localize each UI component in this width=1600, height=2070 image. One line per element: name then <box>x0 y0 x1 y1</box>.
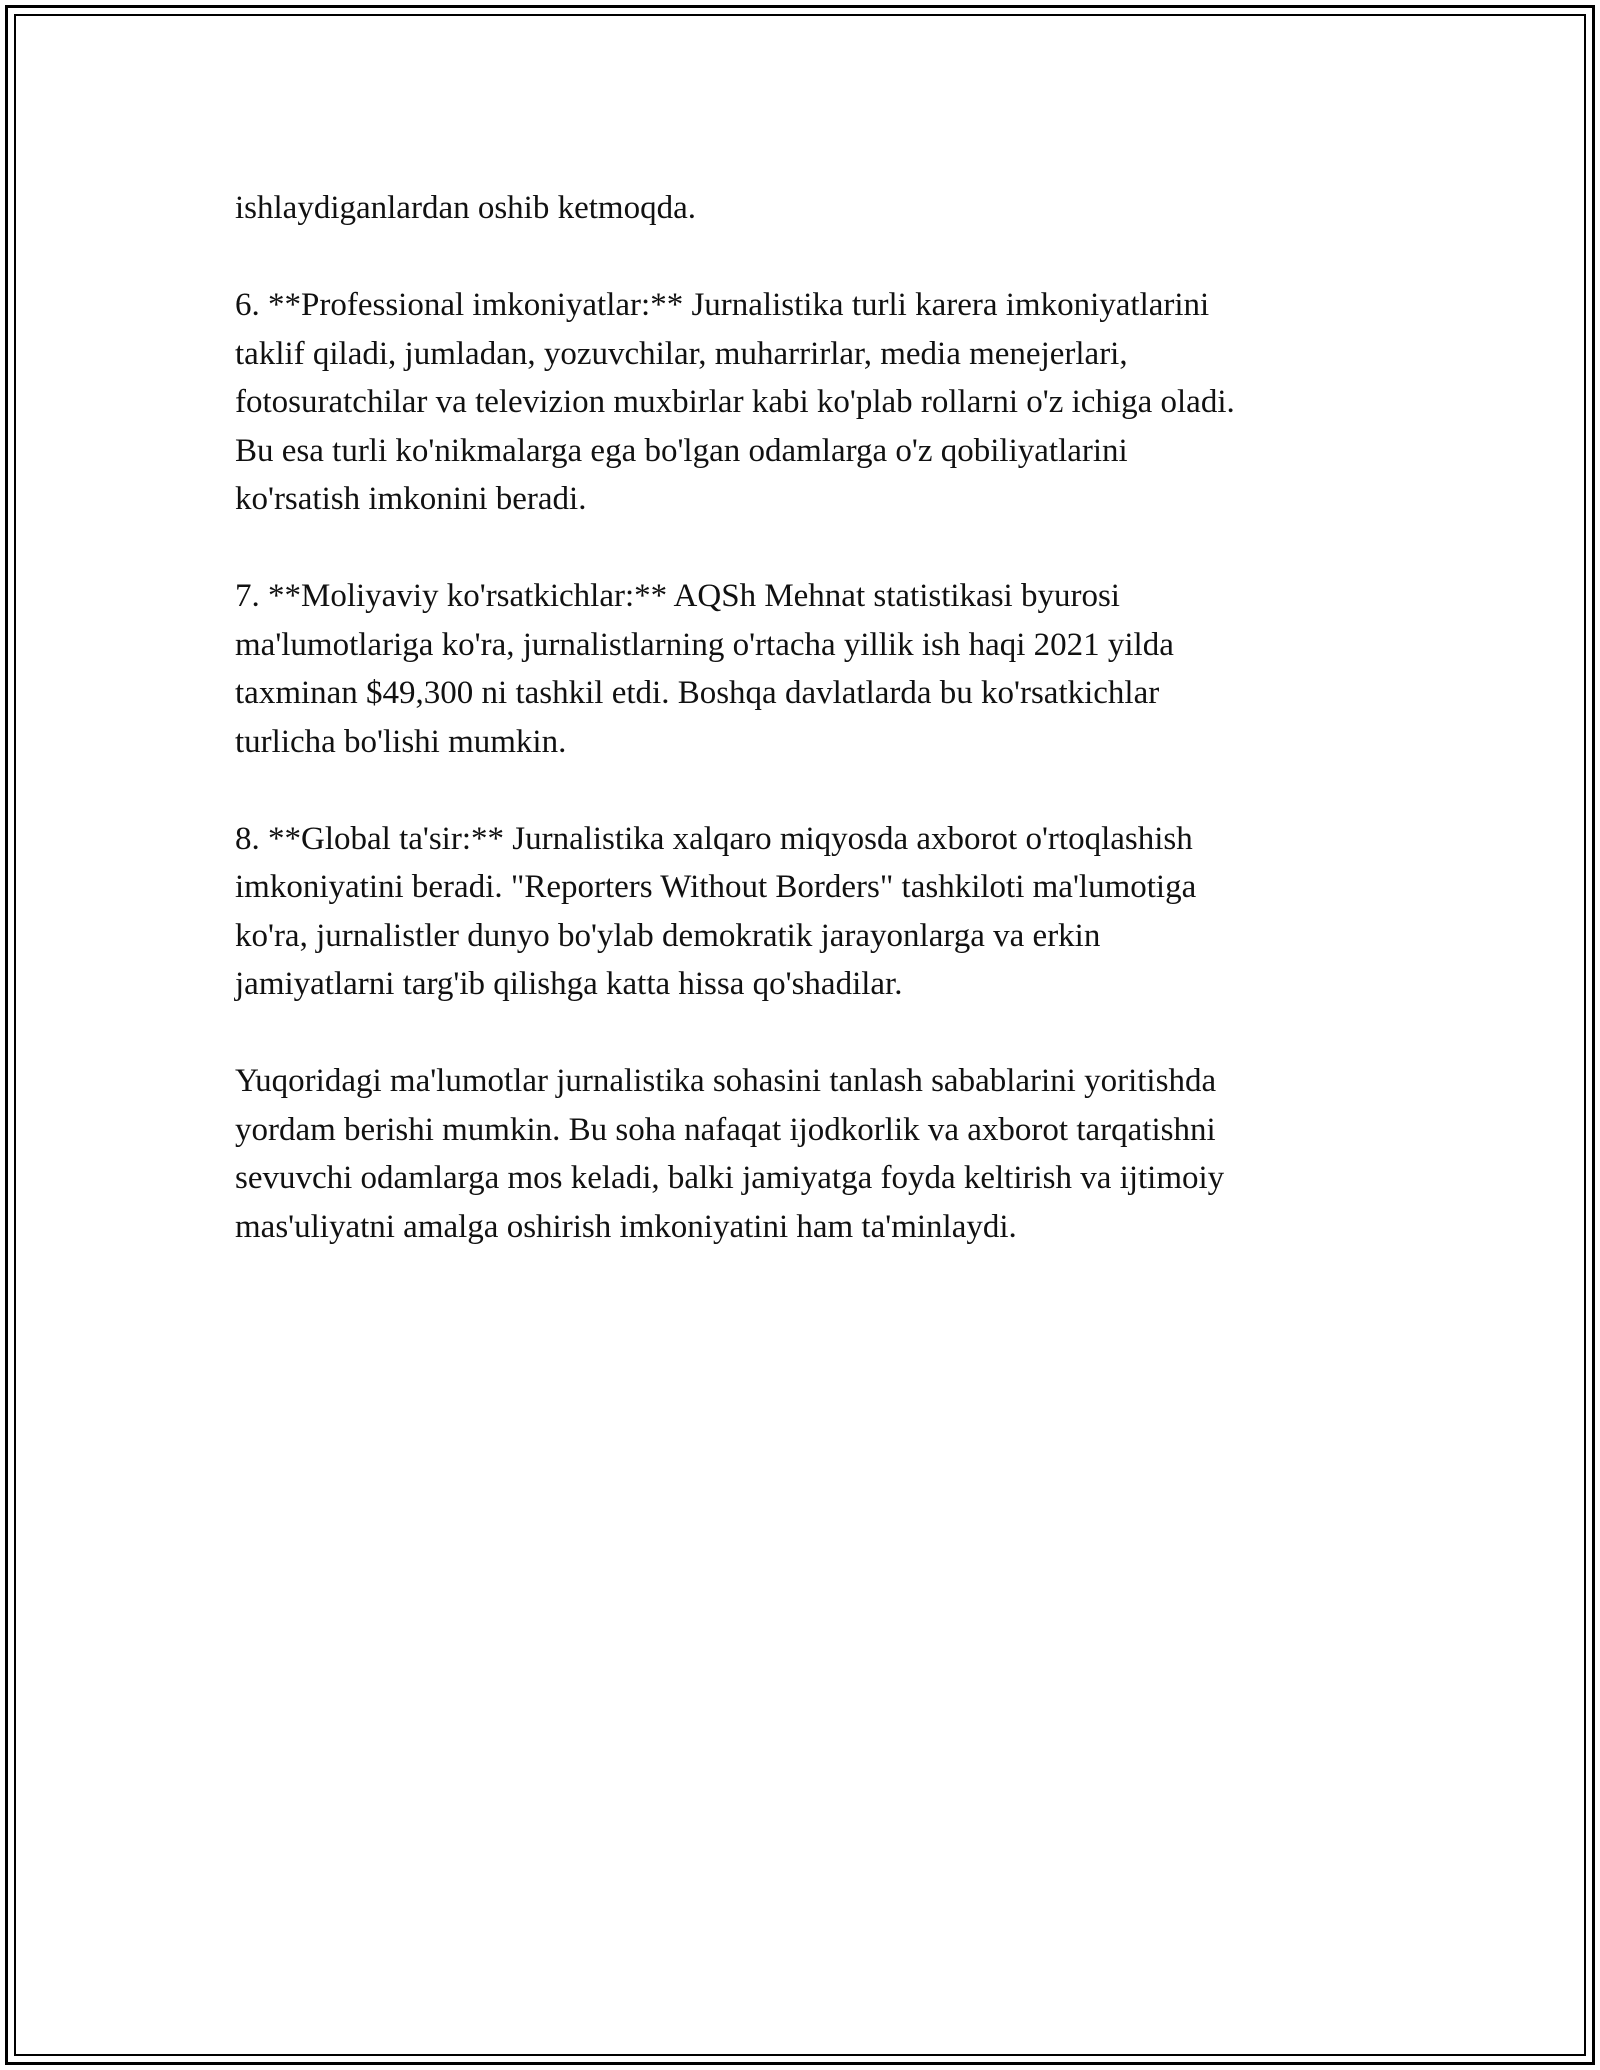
paragraph-global-impact <box>235 815 1365 1009</box>
text-line: ko'ra, jurnalistler dunyo bo'ylab demokratik jarayonlarga va erkin <box>235 917 1101 954</box>
text-line: yordam berishi mumkin. Bu soha nafaqat ijodkorlik va axborot tarqatishni <box>235 1111 1216 1148</box>
text-line: fotosuratchilar va televizion muxbirlar kabi ko'plab rollarni o'z ichiga oladi. <box>235 384 1235 420</box>
paragraph-continuation <box>235 184 1365 233</box>
text-line: 7. **Moliyaviy ko'rsatkichlar:** AQSh Mehnat statistikasi byurosi <box>235 578 1120 614</box>
text-line: mas'uliyatni amalga oshirish imkoniyatini ham ta'minlaydi. <box>235 1208 1017 1245</box>
text-line: imkoniyatini beradi. "Reporters Without Borders" tashkiloti ma'lumotiga <box>235 869 1197 905</box>
text-line: sevuvchi odamlarga mos keladi, balki jamiyatga foyda keltirish va ijtimoiy <box>235 1160 1225 1196</box>
text-line: Yuqoridagi ma'lumotlar jurnalistika sohasini tanlash sabablarini yoritishda <box>235 1063 1217 1099</box>
text-line: Bu esa turli ko'nikmalarga ega bo'lgan odamlarga o'z qobiliyatlarini <box>235 432 1128 469</box>
text-line: turlicha bo'lishi mumkin. <box>235 723 567 760</box>
text-line: ishlaydiganlardan oshib ketmoqda. <box>235 190 696 226</box>
text-line: ma'lumotlariga ko'ra, jurnalistlarning o'rtacha yillik ish haqi 2021 yilda <box>235 626 1174 663</box>
text-line: taklif qiladi, jumladan, yozuvchilar, muharrirlar, media menejerlari, <box>235 335 1128 372</box>
text-line: jamiyatlarni targ'ib qilishga katta hissa qo'shadilar. <box>235 966 903 1002</box>
paragraph-conclusion <box>235 1057 1365 1251</box>
text-line: 8. **Global ta'sir:** Jurnalistika xalqaro miqyosda axborot o'rtoqlashish <box>235 820 1193 857</box>
paragraph-professional-opportunities <box>235 281 1365 524</box>
text-line: 6. **Professional imkoniyatlar:** Jurnalistika turli karera imkoniyatlarini <box>235 287 1210 323</box>
paragraph-financial-indicators <box>235 572 1365 766</box>
text-line: ko'rsatish imkonini beradi. <box>235 481 587 517</box>
text-line: taxminan $49,300 ni tashkil etdi. Boshqa davlatlarda bu ko'rsatkichlar <box>235 675 1160 711</box>
document-body <box>235 184 1365 1251</box>
